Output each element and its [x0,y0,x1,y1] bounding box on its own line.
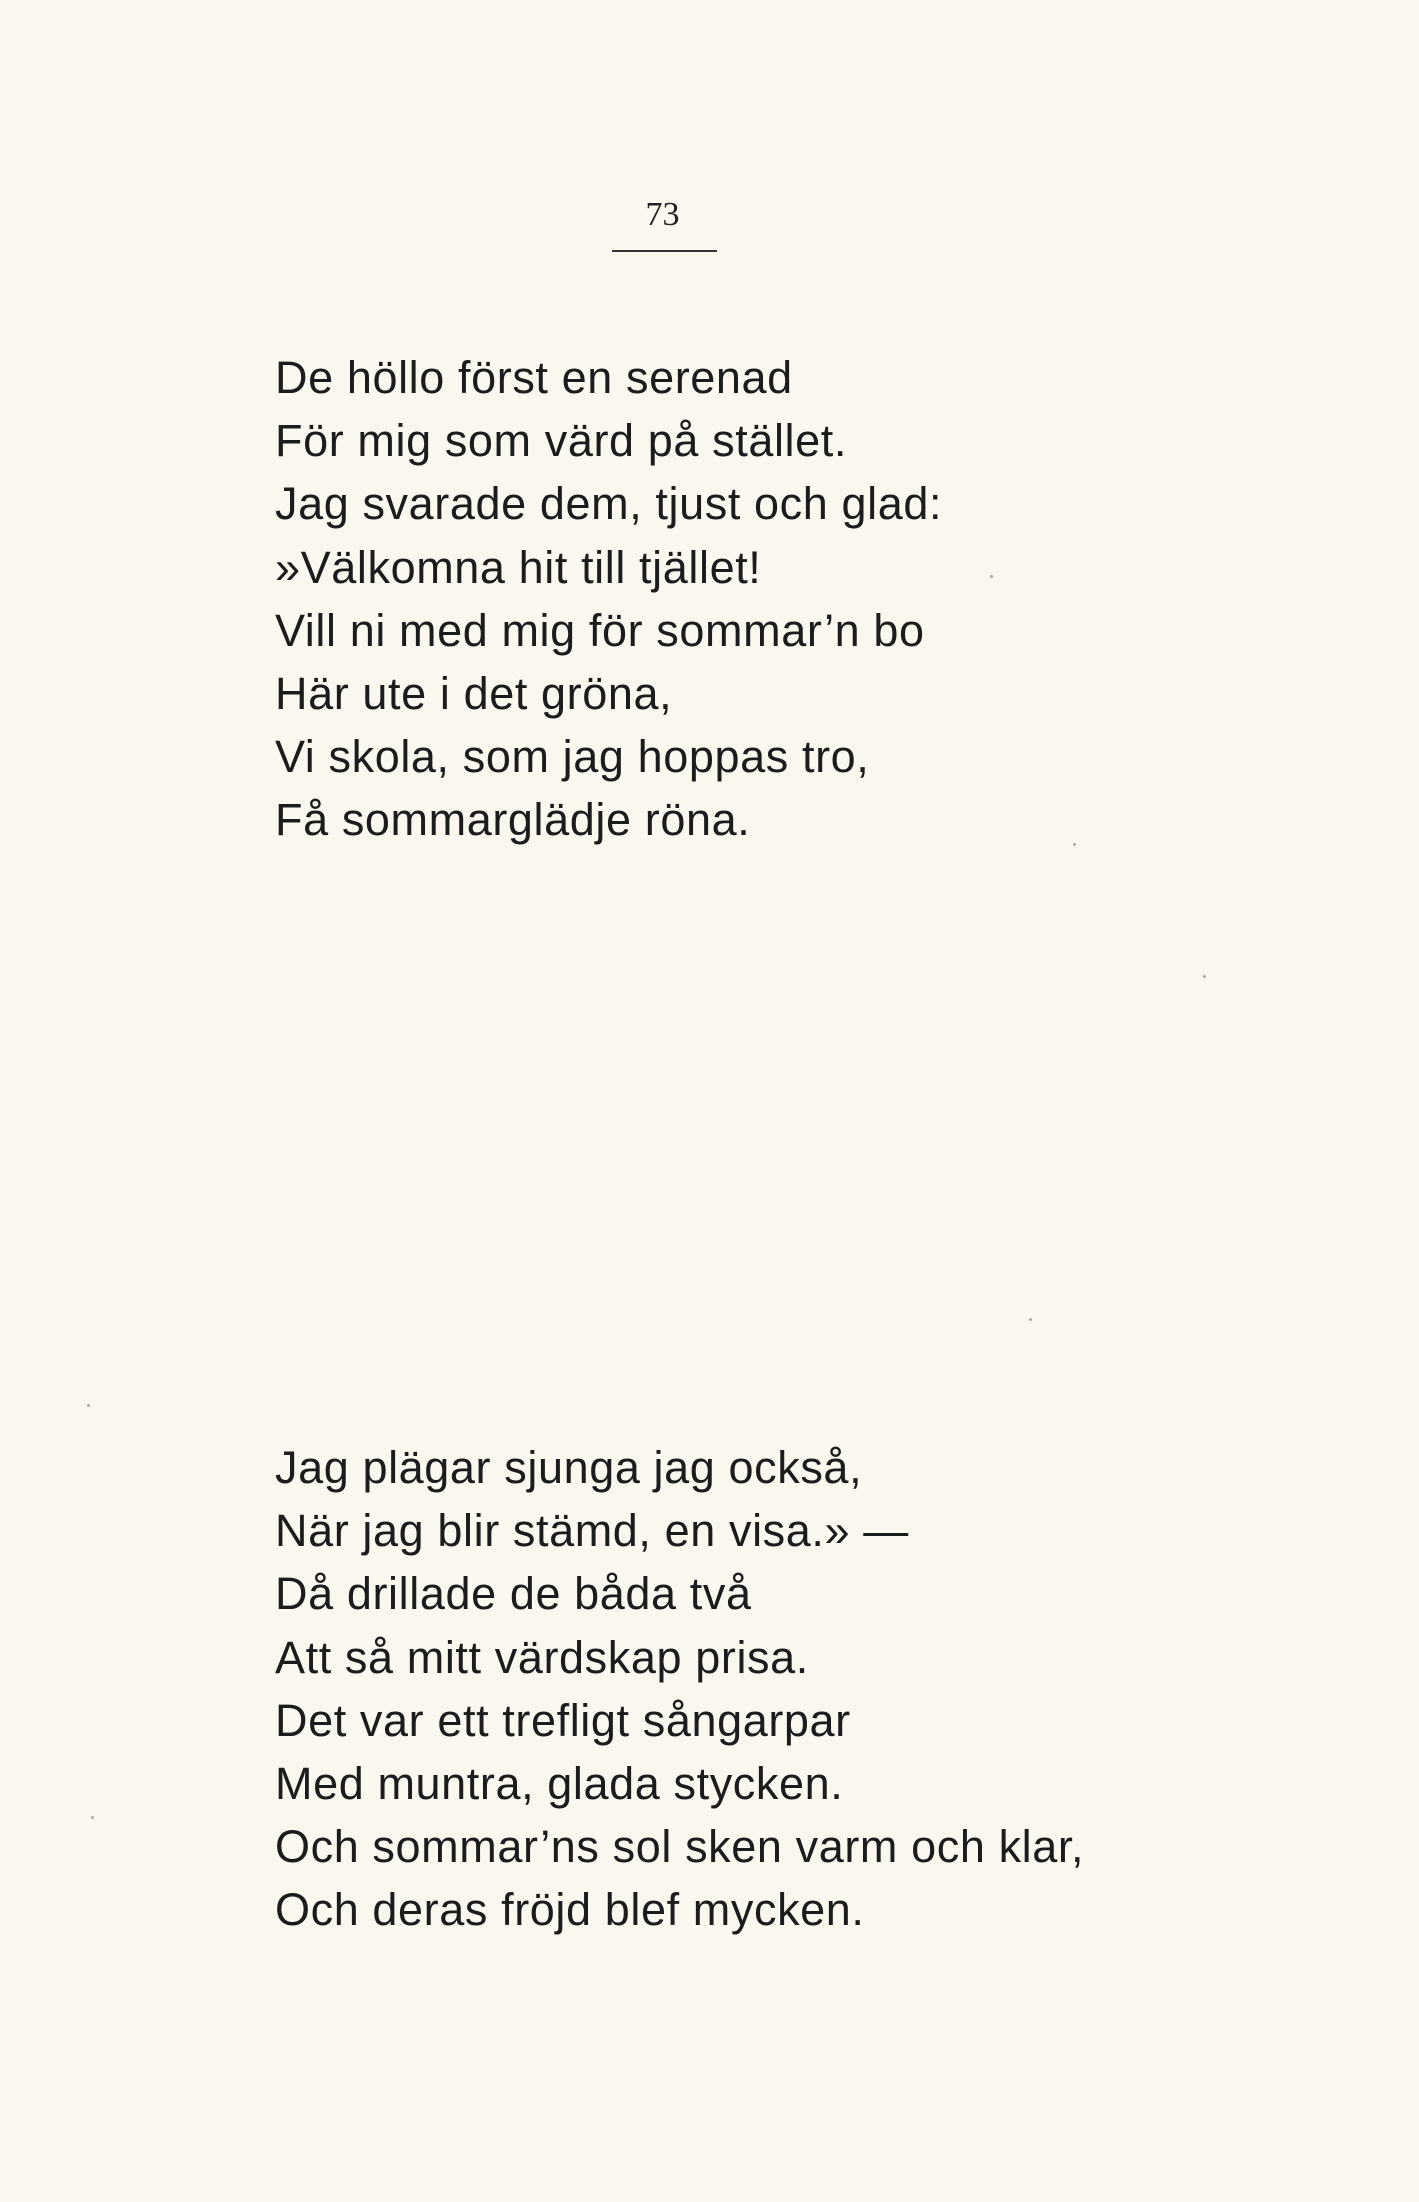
verse-line: Och sommar’ns sol sken varm och klar, [275,1821,1085,1873]
paper-speck [91,1816,94,1819]
verse-line: Det var ett trefligt sångarpar [275,1694,851,1746]
verse-line: Få sommarglädje röna. [275,794,751,846]
paper-speck [1029,1318,1032,1321]
verse-line: Vi skola, som jag hoppas tro, [275,731,870,783]
verse-line: Här ute i det gröna, [275,667,673,719]
paper-speck [87,1404,90,1407]
stanza-1 [275,346,942,852]
verse-line: Jag plägar sjunga jag också, [275,1442,863,1493]
page-number: 73 [645,196,680,233]
verse-line: Då drillade de båda två [275,1568,752,1620]
paper-speck [990,575,993,578]
verse-line: Med muntra, glada stycken. [275,1757,844,1809]
verse-line: Vill ni med mig för sommar’n bo [275,604,925,656]
verse-line: Att så mitt värdskap prisa. [275,1631,809,1683]
paper-speck [1073,843,1076,846]
paper-speck [1203,975,1206,978]
verse-line: »Välkomna hit till tjället! [275,541,762,593]
verse-line: De höllo först en serenad [275,352,793,403]
verse-line: För mig som värd på stället. [275,415,847,467]
verse-line: Och deras fröjd blef mycken. [275,1884,865,1936]
verse-line: Jag svarade dem, tjust och glad: [275,478,943,530]
verse-line: När jag blir stämd, en visa.» — [275,1505,909,1557]
page-number-rule [612,250,717,252]
stanza-2 [275,1436,1084,1942]
